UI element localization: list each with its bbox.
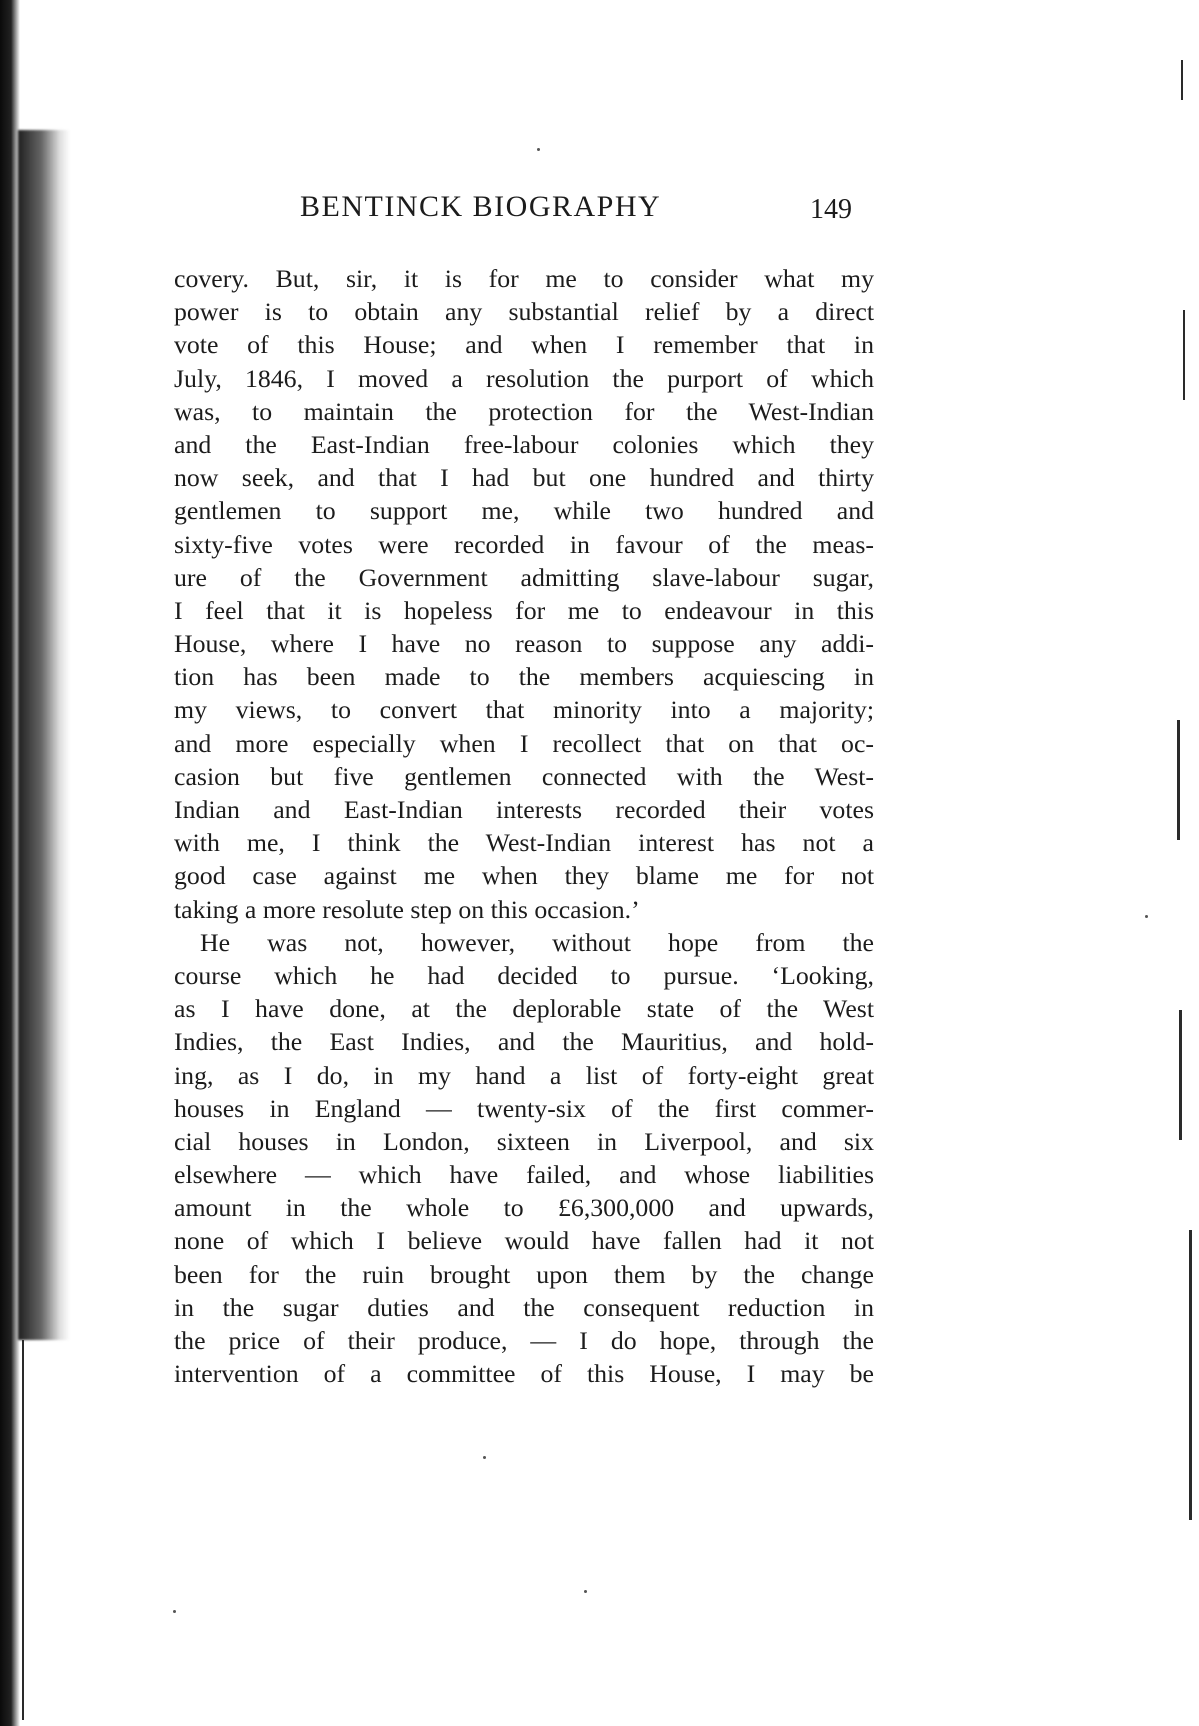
running-head: BENTINCK BIOGRAPHY	[300, 190, 662, 223]
text-line: July, 1846, I moved a resolution the purport of which	[174, 363, 874, 393]
text-line: Indian and East-Indian interests recorded their votes	[174, 795, 874, 824]
scan-speck	[537, 148, 540, 151]
text-line: houses in England — twenty-six of the first commer-	[174, 1093, 874, 1123]
text-line: taking a more resolute step on this occasion.’	[174, 894, 640, 924]
text-line: good case against me when they blame me for not	[174, 861, 874, 891]
text-line: intervention of a committee of this House, I may be	[174, 1359, 874, 1389]
text-line: He was not, however, without hope from the	[200, 927, 874, 957]
text-line: covery. But, sir, it is for me to consider what my	[174, 264, 874, 293]
right-edge-marks	[1169, 0, 1199, 1726]
scan-speck	[483, 1456, 486, 1459]
text-line: elsewhere — which have failed, and whose liabilities	[174, 1160, 874, 1190]
text-line: my views, to convert that minority into a majority;	[174, 695, 874, 725]
text-line: ure of the Government admitting slave-labour sugar,	[174, 562, 874, 592]
text-line: been for the ruin brought upon them by the change	[174, 1259, 874, 1289]
text-line: sixty-five votes were recorded in favour of the meas-	[174, 529, 874, 559]
text-line: ing, as I do, in my hand a list of forty-eight great	[174, 1060, 874, 1090]
text-line: gentlemen to support me, while two hundred and	[174, 496, 874, 526]
body-text	[174, 262, 874, 1390]
text-line: power is to obtain any substantial relief by a direct	[174, 297, 874, 327]
scan-speck	[173, 1610, 176, 1613]
page-header	[170, 190, 870, 234]
text-line: cial houses in London, sixteen in Liverpool, and six	[174, 1126, 874, 1156]
text-line: and the East-Indian free-labour colonies which they	[174, 429, 874, 459]
text-line: was, to maintain the protection for the West-Indian	[174, 396, 874, 426]
text-line: and more especially when I recollect that on that oc-	[174, 728, 874, 758]
text-line: the price of their produce, — I do hope, through the	[174, 1326, 874, 1355]
page-number: 149	[810, 194, 852, 225]
text-line: as I have done, at the deplorable state of the West	[174, 994, 874, 1024]
scan-speck	[1145, 915, 1148, 918]
text-line: House, where I have no reason to suppose any addi-	[174, 629, 874, 659]
text-line: amount in the whole to £6,300,000 and upwards,	[174, 1193, 874, 1223]
text-line: none of which I believe would have fallen had it not	[174, 1226, 874, 1256]
text-line: casion but five gentlemen connected with the West-	[174, 761, 874, 791]
text-line: in the sugar duties and the consequent reduction in	[174, 1292, 874, 1322]
text-line: Indies, the East Indies, and the Mauritius, and hold-	[174, 1027, 874, 1057]
text-line: now seek, and that I had but one hundred and thirty	[174, 463, 874, 493]
text-line: I feel that it is hopeless for me to endeavour in this	[174, 595, 874, 625]
text-line: tion has been made to the members acquiescing in	[174, 662, 874, 692]
text-line: course which he had decided to pursue. ‘Looking,	[174, 960, 874, 990]
scan-speck	[584, 1590, 587, 1593]
text-line: vote of this House; and when I remember that in	[174, 330, 874, 360]
binding-edge-shadow	[0, 0, 70, 1726]
text-line: with me, I think the West-Indian interest has not a	[174, 828, 874, 858]
